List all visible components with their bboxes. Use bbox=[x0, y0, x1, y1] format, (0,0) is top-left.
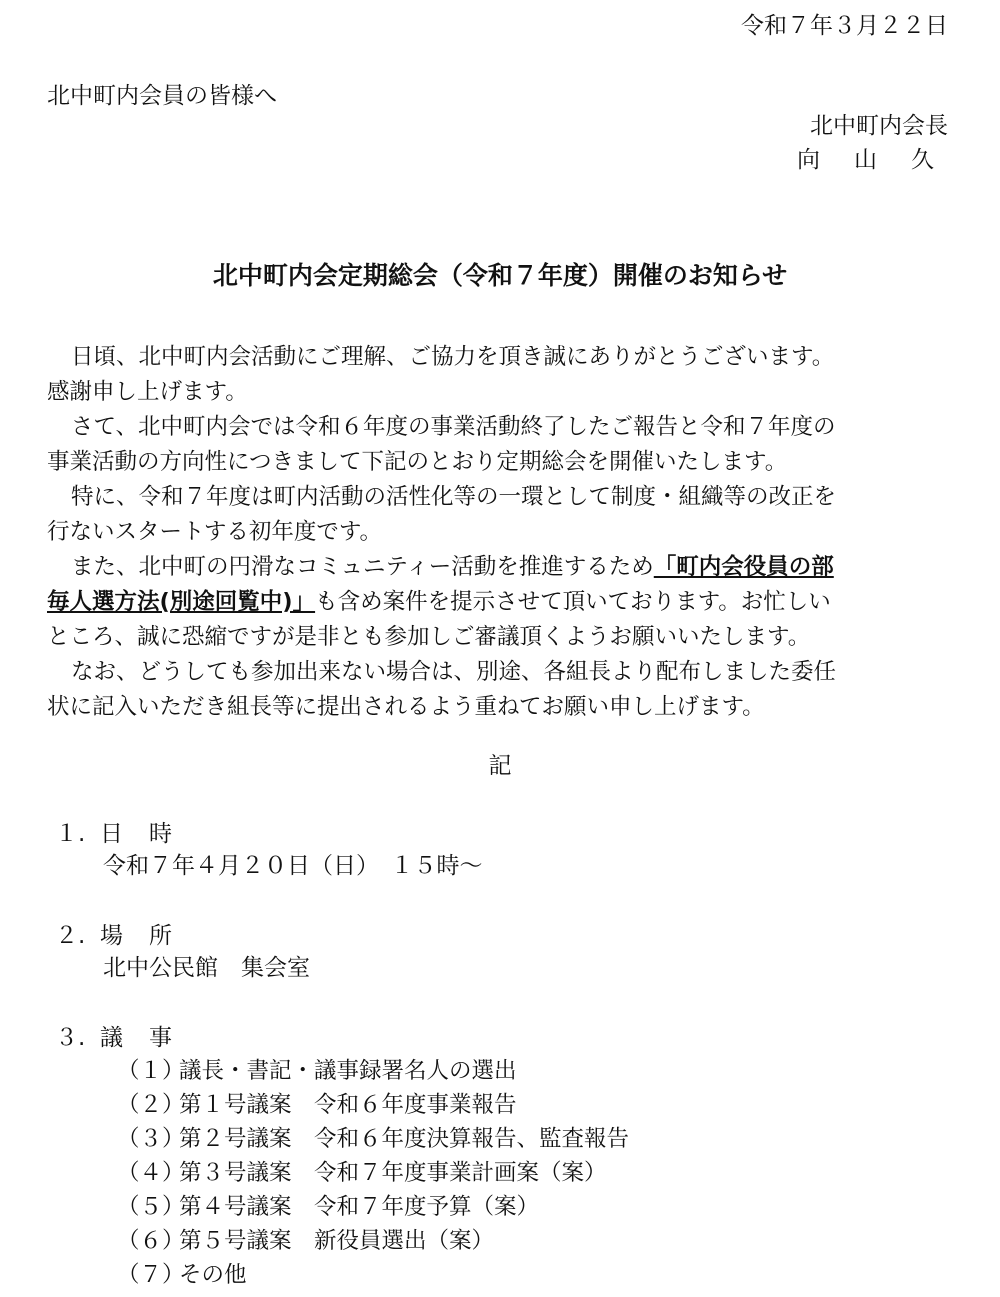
item-agenda bbox=[55, 1022, 629, 1292]
sender-name: 向山久 bbox=[797, 147, 968, 173]
agenda-item-number: （２） bbox=[117, 1092, 185, 1119]
agenda-item bbox=[117, 1190, 629, 1224]
item-label: 場所 bbox=[100, 923, 198, 949]
item-number: ２. bbox=[55, 923, 86, 949]
item-number: １. bbox=[55, 821, 86, 847]
agenda-item bbox=[117, 1122, 629, 1156]
agenda-list bbox=[55, 1054, 629, 1292]
agenda-item-number: （１） bbox=[117, 1058, 185, 1085]
body-line: さて、北中町内会では令和６年度の事業活動終了したご報告と令和７年度の bbox=[71, 414, 836, 440]
agenda-item-text: 議長・書記・議事録署名人の選出 bbox=[179, 1058, 517, 1085]
agenda-item-number: （４） bbox=[117, 1160, 185, 1187]
place-value: 北中公民館 集会室 bbox=[103, 955, 310, 982]
item-label: 日時 bbox=[100, 821, 198, 847]
agenda-item-number: （３） bbox=[117, 1126, 185, 1153]
body-line: 特に、令和７年度は町内活動の活性化等の一環として制度・組織等の改正を bbox=[71, 484, 837, 510]
item-datetime bbox=[55, 818, 483, 882]
item-number: ３. bbox=[55, 1025, 86, 1051]
body-line: 日頃、北中町内会活動にご理解、ご協力を頂き誠にありがとうございます。 bbox=[71, 344, 835, 370]
body-line: 行ないスタートする初年度です。 bbox=[47, 519, 383, 545]
ki-heading: 記 bbox=[488, 753, 512, 779]
agenda-item bbox=[117, 1088, 629, 1122]
agenda-item bbox=[117, 1258, 629, 1292]
agenda-item-text: 第５号議案 新役員選出（案） bbox=[179, 1228, 495, 1255]
body-text-segment: も含め案件を提示させて頂いております。お忙しい bbox=[315, 589, 831, 615]
agenda-item-text: その他 bbox=[179, 1262, 247, 1289]
body-line: 事業活動の方向性につきまして下記のとおり定期総会を開催いたします。 bbox=[47, 449, 788, 475]
agenda-item-text: 第３号議案 令和７年度事業計画案（案） bbox=[179, 1160, 607, 1187]
document-date: 令和７年３月２２日 bbox=[741, 13, 948, 39]
underlined-reference: 毎人選方法(別途回覧中)」 bbox=[47, 589, 316, 615]
agenda-item-number: （６） bbox=[117, 1228, 185, 1255]
agenda-item bbox=[117, 1156, 629, 1190]
recipient: 北中町内会員の皆様へ bbox=[47, 83, 277, 109]
agenda-item bbox=[117, 1054, 629, 1088]
agenda-item bbox=[117, 1224, 629, 1258]
body-line bbox=[47, 585, 967, 620]
document-title: 北中町内会定期総会（令和７年度）開催のお知らせ bbox=[212, 261, 788, 290]
underlined-reference: 「町内会役員の部 bbox=[653, 554, 834, 580]
datetime-value: 令和７年４月２０日（日） １５時～ bbox=[103, 853, 483, 880]
body-line: 状に記入いただき組長等に提出されるよう重ねてお願い申し上げます。 bbox=[47, 694, 765, 720]
body-text bbox=[47, 340, 967, 725]
agenda-item-number: （５） bbox=[117, 1194, 185, 1221]
body-text-segment: また、北中町の円滑なコミュニティー活動を推進するため bbox=[71, 554, 654, 580]
item-label: 議事 bbox=[100, 1025, 198, 1051]
agenda-item-number: （７） bbox=[117, 1262, 185, 1289]
body-line: ところ、誠に恐縮ですが是非とも参加しご審議頂くようお願いいたします。 bbox=[47, 624, 811, 650]
body-line: なお、どうしても参加出来ない場合は、別途、各組長より配布しました委任 bbox=[71, 659, 837, 685]
sender-organization: 北中町内会長 bbox=[810, 113, 948, 139]
item-place bbox=[55, 920, 310, 984]
body-line: 感謝申し上げます。 bbox=[47, 379, 248, 405]
agenda-item-text: 第２号議案 令和６年度決算報告、監査報告 bbox=[179, 1126, 630, 1153]
agenda-item-text: 第１号議案 令和６年度事業報告 bbox=[179, 1092, 517, 1119]
body-line bbox=[47, 550, 967, 585]
agenda-item-text: 第４号議案 令和７年度予算（案） bbox=[179, 1194, 540, 1221]
